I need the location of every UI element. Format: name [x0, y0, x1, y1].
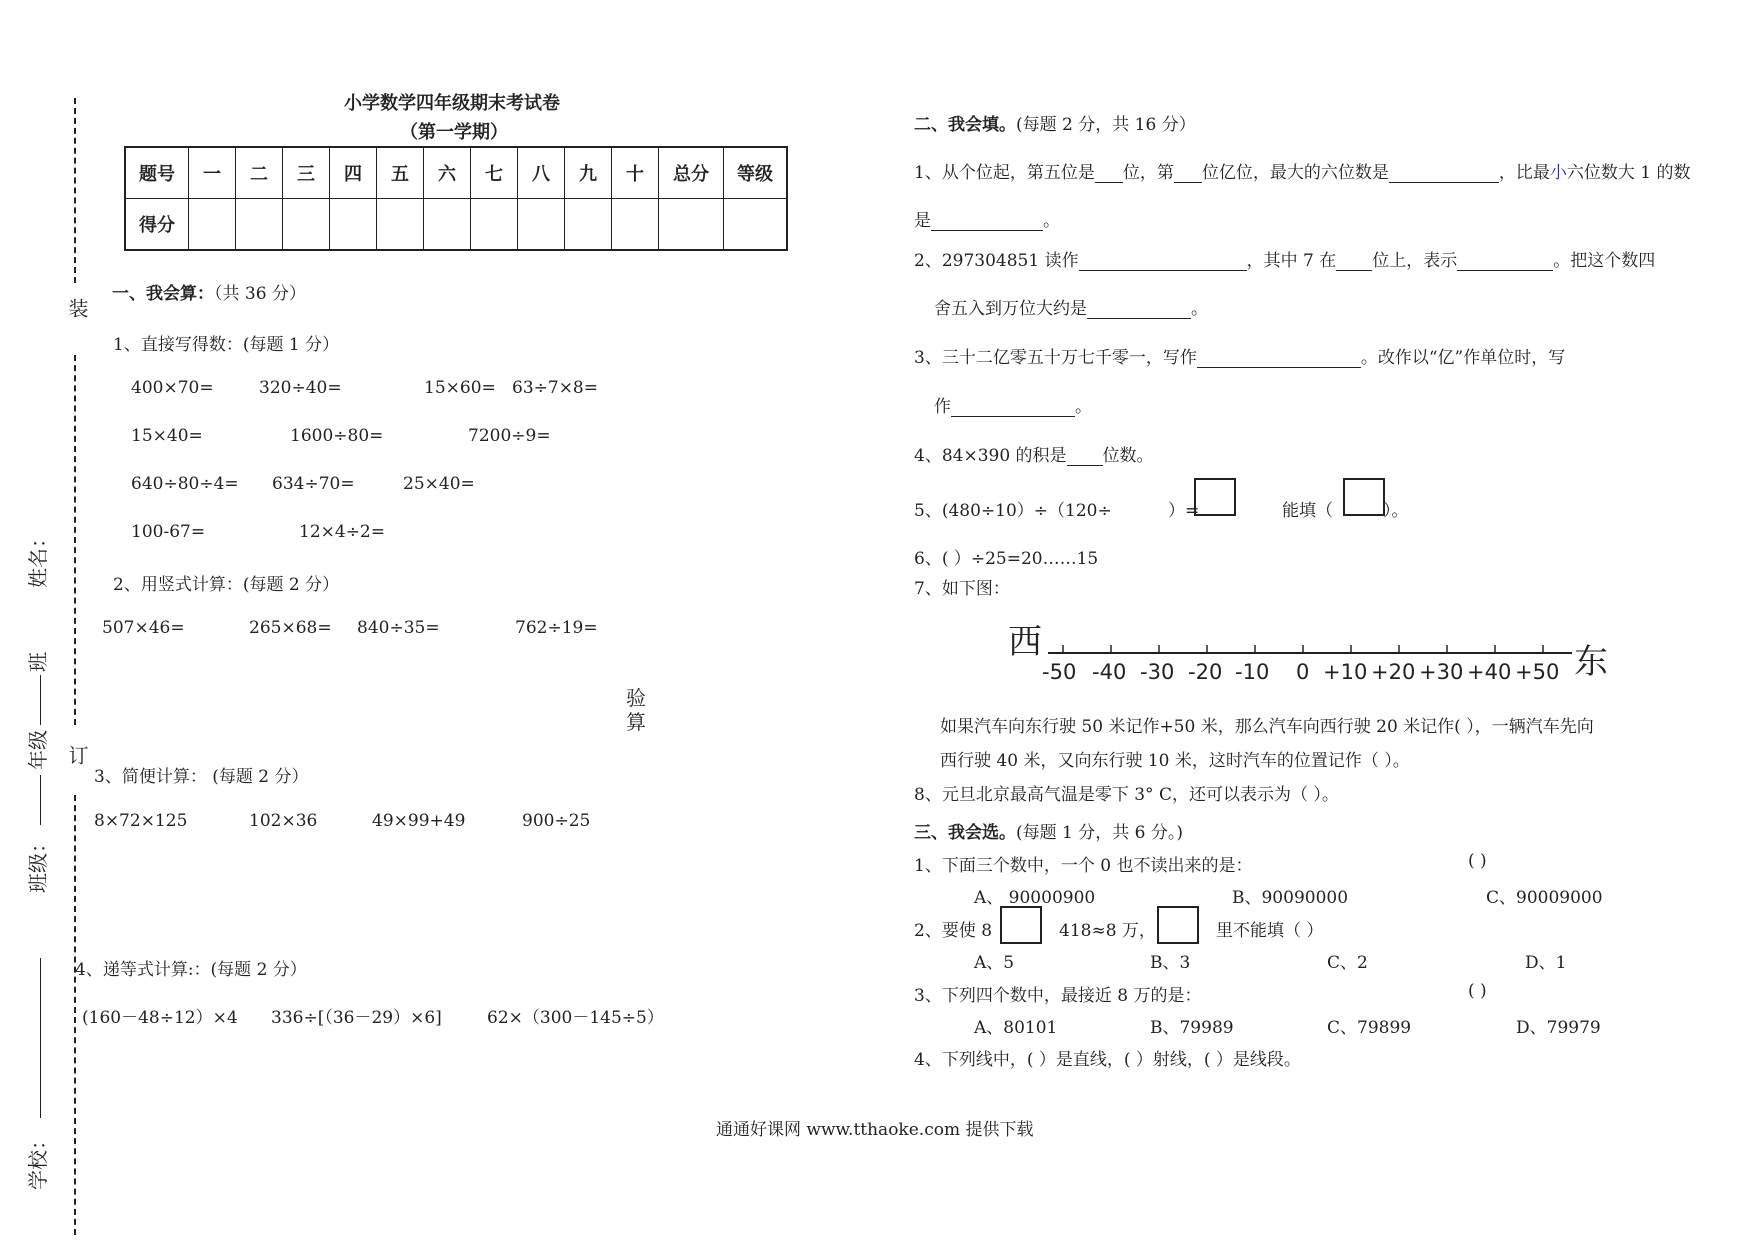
s2-q3-line1	[914, 343, 1565, 368]
number-line-label: -30	[1140, 660, 1175, 684]
s2-q1-line2	[914, 206, 1060, 231]
section2-title: 二、我会填。	[914, 115, 1016, 135]
s3-q2-option[interactable]: A、5	[974, 953, 1015, 973]
s2-q5-answer-box[interactable]	[1194, 478, 1236, 516]
score-input-cell[interactable]	[377, 199, 424, 251]
answer-blank[interactable]	[1079, 252, 1247, 271]
score-header-cell: 总分	[659, 147, 724, 199]
s2-q7-text1: 如果汽车向东行驶 50 米记作+50 米，那么汽车向西行驶 20 米记作( ），一辆汽车先向	[940, 717, 1594, 737]
s1-q3-title: 3、简便计算： (每题 2 分）	[94, 767, 309, 787]
number-line-label: +20	[1371, 660, 1416, 684]
s1-q1-item: 63÷7×8=	[512, 378, 598, 398]
score-input-cell[interactable]	[283, 199, 330, 251]
section1-title: 一、我会算：	[112, 284, 214, 304]
s1-q1-item: 7200÷9=	[468, 426, 551, 446]
s1-q1-item: 320÷40=	[259, 378, 342, 398]
number-line-west: 西	[1008, 622, 1042, 662]
score-header-cell: 五	[377, 147, 424, 199]
score-table-score-row	[125, 199, 787, 251]
s2-q3-line2	[934, 392, 1092, 417]
answer-blank[interactable]	[1087, 300, 1191, 319]
s2-q2-line1	[914, 246, 1655, 271]
s2-q4-text: 位数。	[1102, 446, 1154, 466]
score-input-cell[interactable]	[424, 199, 471, 251]
s1-q4-item: (160－48÷12）×4	[82, 1008, 238, 1028]
s2-q2-text: 。	[1191, 299, 1208, 319]
score-header-cell: 十	[612, 147, 659, 199]
answer-blank[interactable]	[1457, 252, 1553, 271]
s1-q2-item: 265×68=	[249, 618, 332, 638]
s2-q2-text: ，其中 7 在	[1246, 251, 1337, 271]
margin-line-banji	[40, 958, 41, 1118]
s3-q1-option[interactable]: B、90090000	[1232, 888, 1349, 908]
score-input-cell[interactable]	[612, 199, 659, 251]
section2-heading	[914, 110, 1196, 135]
number-line-east: 东	[1574, 642, 1608, 682]
score-header-cell: 七	[471, 147, 518, 199]
s1-q2-item: 762÷19=	[515, 618, 598, 638]
binding-dashed-line-3	[74, 795, 76, 1235]
section3-heading	[914, 818, 1183, 843]
s3-q2-option[interactable]: D、1	[1525, 953, 1567, 973]
score-input-cell[interactable]	[659, 199, 724, 251]
margin-xuexiao: 学校：	[26, 1130, 50, 1190]
score-input-cell[interactable]	[724, 199, 788, 251]
section3-note: (每题 1 分，共 6 分。)	[1016, 823, 1184, 843]
s1-q4-title: 4、递等式计算:：(每题 2 分）	[75, 960, 307, 980]
s2-q3-text: 3、三十二亿零五十万七千零一，写作	[914, 348, 1197, 368]
s3-q1-option[interactable]: A、 90000900	[974, 888, 1096, 908]
score-header-cell: 九	[565, 147, 612, 199]
s2-q2-text: 舍五入到万位大约是	[934, 299, 1087, 319]
score-header-cell: 六	[424, 147, 471, 199]
answer-blank[interactable]	[1067, 447, 1103, 466]
score-input-cell[interactable]	[518, 199, 565, 251]
answer-blank[interactable]	[1095, 164, 1123, 183]
s2-q5-text-a: 5、(480÷10）÷（120÷	[914, 501, 1112, 521]
s2-q3-text: 。	[1075, 397, 1092, 417]
s2-q1-line1	[914, 158, 1690, 183]
section1-heading	[112, 279, 306, 304]
answer-blank[interactable]	[1197, 349, 1361, 368]
section1-note: （共 36 分）	[214, 284, 306, 304]
section2-note: (每题 2 分，共 16 分）	[1016, 115, 1196, 135]
s1-q2-title: 2、用竖式计算：(每题 2 分）	[113, 575, 340, 595]
s3-q4: 4、下列线中，( ）是直线，( ）射线，( ）是线段。	[914, 1050, 1301, 1070]
s2-q2-text: 2、297304851 读作	[914, 251, 1079, 271]
number-line-label: +10	[1323, 660, 1368, 684]
s1-q3-item: 49×99+49	[372, 811, 466, 831]
s1-q1-item: 400×70=	[131, 378, 214, 398]
s2-q7: 7、如下图：	[914, 579, 1010, 599]
score-header-cell: 题号	[125, 147, 189, 199]
number-line	[1040, 630, 1580, 660]
s2-q1-text: 位亿位，最大的六位数是	[1201, 163, 1389, 183]
s2-q1-text: 是	[914, 211, 931, 231]
s1-q1-item: 100-67=	[131, 522, 206, 542]
margin-ding: 订	[65, 745, 89, 765]
s2-q1-text: 。	[1043, 211, 1060, 231]
s2-q2-text: 位上，表示	[1372, 251, 1458, 271]
answer-blank[interactable]	[1389, 164, 1499, 183]
s3-q3-option[interactable]: A、80101	[974, 1018, 1058, 1038]
s3-q1: 1、下面三个数中，一个 0 也不读出来的是：	[914, 856, 1253, 876]
s2-q8: 8、元旦北京最高气温是零下 3° C，还可以表示为（ ）。	[914, 785, 1339, 805]
s3-q2-text-c: 里不能填（ ）	[1216, 921, 1324, 941]
s1-q2-item: 507×46=	[102, 618, 185, 638]
margin-xingming: 姓名：	[26, 528, 50, 588]
score-header-cell: 二	[236, 147, 283, 199]
page-title: 小学数学四年级期末考试卷	[344, 93, 560, 114]
score-header-cell: 一	[189, 147, 236, 199]
number-line-label: 0	[1296, 660, 1310, 684]
s3-q2-box-2[interactable]	[1157, 906, 1199, 944]
s1-q3-item: 900÷25	[522, 811, 591, 831]
section3-title: 三、我会选。	[914, 823, 1016, 843]
s3-q2-option[interactable]: C、2	[1327, 953, 1368, 973]
binding-dashed-line-1	[74, 98, 76, 283]
answer-blank[interactable]	[931, 212, 1043, 231]
score-input-cell[interactable]	[565, 199, 612, 251]
s2-q2-text: 。把这个数四	[1553, 251, 1656, 271]
s2-q1-text: 1、从个位起，第五位是	[914, 163, 1095, 183]
check-label: 验算	[626, 686, 646, 734]
score-header-cell: 八	[518, 147, 565, 199]
s1-q3-item: 8×72×125	[94, 811, 188, 831]
number-line-label: -40	[1092, 660, 1127, 684]
s1-q4-item: 62×（300－145÷5）	[487, 1008, 664, 1028]
s1-q1-item: 1600÷80=	[290, 426, 384, 446]
margin-zhuang: 装	[65, 298, 89, 318]
s3-q1-option[interactable]: C、90009000	[1486, 888, 1603, 908]
s3-q1-paren[interactable]: ( )	[1468, 851, 1487, 871]
number-line-label: -50	[1042, 660, 1077, 684]
answer-blank[interactable]	[1174, 164, 1202, 183]
score-input-cell[interactable]	[236, 199, 283, 251]
answer-blank[interactable]	[1336, 252, 1372, 271]
s1-q2-item: 840÷35=	[357, 618, 440, 638]
margin-line-nianji	[40, 775, 41, 825]
s2-q4-text: 4、84×390 的积是	[914, 446, 1067, 466]
score-header-cell: 四	[330, 147, 377, 199]
s3-q2-text-a: 2、要使 8	[914, 921, 993, 941]
margin-ban: 班	[26, 652, 50, 672]
s1-q1-item: 634÷70=	[272, 474, 355, 494]
score-input-cell[interactable]	[330, 199, 377, 251]
s3-q3-option[interactable]: D、79979	[1516, 1018, 1601, 1038]
s2-q2-line2	[934, 294, 1208, 319]
s1-q1-item: 25×40=	[403, 474, 475, 494]
s1-q4-item: 336÷[（36－29）×6]	[271, 1008, 442, 1028]
number-line-label: +40	[1467, 660, 1512, 684]
s2-q7-text2: 西行驶 40 米，又向东行驶 10 米，这时汽车的位置记作（ ）。	[940, 751, 1410, 771]
score-table-header-row	[125, 147, 787, 199]
s2-q4	[914, 441, 1154, 466]
s3-q3: 3、下列四个数中，最接近 8 万的是：	[914, 986, 1202, 1006]
margin-nianji: 年级	[26, 730, 50, 770]
score-row-label: 得分	[125, 199, 189, 251]
s1-q1-item: 15×40=	[131, 426, 203, 446]
s1-q1-item: 15×60=	[424, 378, 496, 398]
s1-q3-item: 102×36	[249, 811, 318, 831]
s3-q3-option[interactable]: B、79989	[1150, 1018, 1234, 1038]
page-subtitle: （第一学期）	[400, 122, 508, 143]
score-header-cell: 三	[283, 147, 330, 199]
s3-q2-text-b: 418≈8 万，	[1059, 921, 1156, 941]
s2-q3-text: 。改作以“亿”作单位时，写	[1360, 348, 1566, 368]
number-line-label: +30	[1419, 660, 1464, 684]
number-line-label: -10	[1235, 660, 1270, 684]
s2-q6: 6、( ）÷25=20……15	[914, 549, 1099, 569]
s2-q1-text: 六位数大 1 的数	[1566, 163, 1691, 183]
number-line-label: +50	[1515, 660, 1560, 684]
s2-q5-text-b: ）=	[1168, 501, 1200, 521]
score-header-cell: 等级	[724, 147, 788, 199]
s1-q1-title: 1、直接写得数：(每题 1 分）	[113, 335, 340, 355]
s3-q3-paren[interactable]: ( )	[1468, 981, 1487, 1001]
score-table	[124, 146, 788, 251]
s2-q1-text: ，比最	[1498, 163, 1550, 183]
s1-q1-item: 640÷80÷4=	[131, 474, 239, 494]
binding-dashed-line-2	[74, 355, 76, 725]
s2-q5-text-c: 能填（	[1282, 501, 1333, 521]
score-input-cell[interactable]	[471, 199, 518, 251]
footer: 通通好课网 www.tthaoke.com 提供下载	[716, 1120, 1034, 1140]
s3-q2-option[interactable]: B、3	[1150, 953, 1191, 973]
s2-q5-answer-box-2[interactable]	[1343, 478, 1385, 516]
s3-q3-option[interactable]: C、79899	[1327, 1018, 1412, 1038]
s2-q1-text: 位，第	[1122, 163, 1174, 183]
number-line-label: -20	[1188, 660, 1223, 684]
s1-q1-item: 12×4÷2=	[299, 522, 385, 542]
margin-banji: 班级：	[26, 833, 50, 893]
s2-q1-text-blue: 小	[1549, 163, 1567, 183]
score-input-cell[interactable]	[189, 199, 236, 251]
s3-q2-box[interactable]	[1000, 906, 1042, 944]
answer-blank[interactable]	[951, 398, 1075, 417]
s2-q5-text-d: ）。	[1383, 501, 1409, 521]
s2-q3-text: 作	[934, 397, 951, 417]
margin-line-ban	[40, 675, 41, 725]
